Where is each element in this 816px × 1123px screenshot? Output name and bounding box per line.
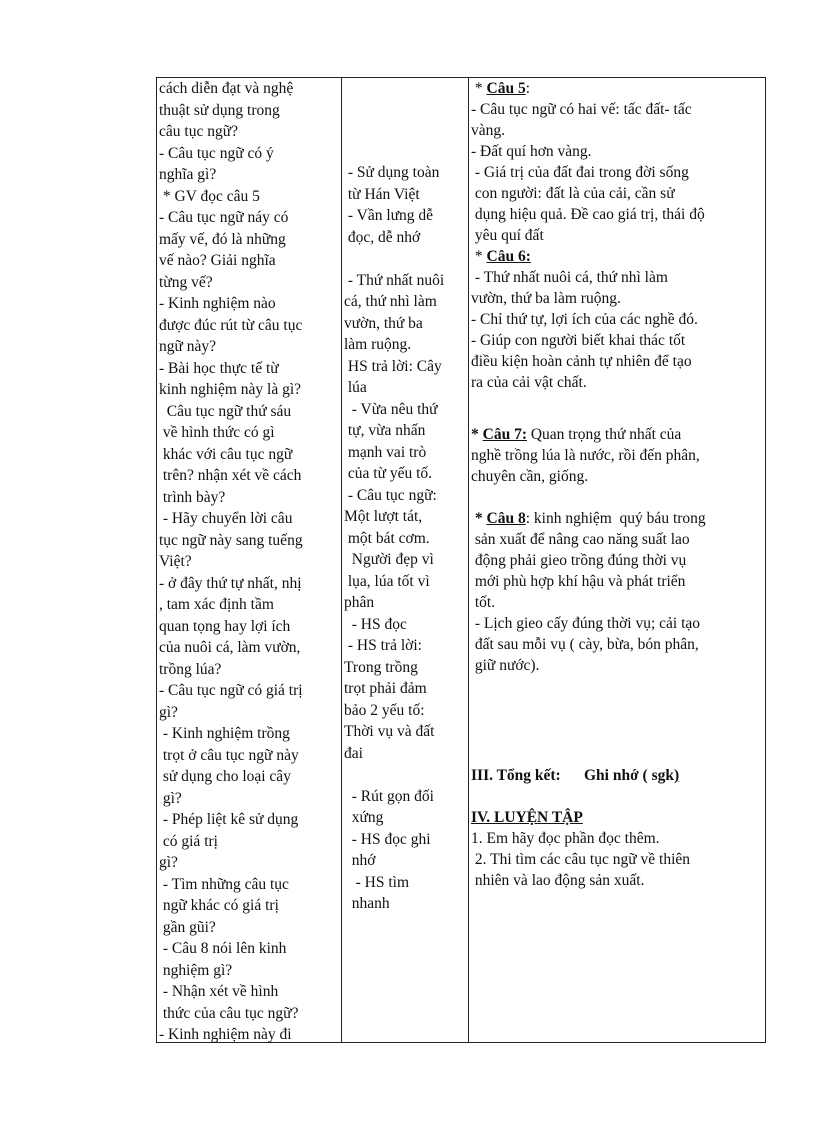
text-line: - HS đọc (344, 615, 407, 633)
text-line: bảo 2 yếu tố: (344, 701, 425, 719)
text-line: - Giá trị của đất đai trong đời sống (471, 164, 689, 181)
text-line: một bát cơm. (344, 529, 430, 547)
text-line: dụng hiệu quả. Đề cao giá trị, thái độ (471, 206, 705, 223)
column-divider-1 (341, 78, 342, 1042)
text-line: vế nào? Giải nghĩa (159, 252, 276, 269)
text-line: có giá trị (159, 832, 218, 850)
text-line: Việt? (159, 553, 192, 570)
text-line: giữ nước). (471, 657, 540, 674)
text-line: mới phù hợp khí hậu và phát triển (471, 573, 686, 590)
text-line: khác với câu tục ngữ (159, 445, 293, 463)
practice-title: IV. LUYỆN TẬP (471, 809, 583, 826)
text-line: nghĩa gì? (159, 166, 217, 183)
text-line: - Vần lưng dễ (344, 207, 434, 224)
cau7-heading: * Câu 7: Quan trọng thứ nhất của (471, 426, 682, 443)
text-line: - Thứ nhất nuôi cá, thứ nhì làm (471, 269, 668, 286)
text-line: lụa, lúa tốt vì (344, 572, 430, 590)
text-line: trên? nhận xét về cách (159, 467, 302, 484)
text-line: động phải gieo trồng đúng thời vụ (471, 552, 687, 569)
text-line: vườn, thứ ba (344, 314, 423, 332)
text-line: tục ngữ này sang tuếng (159, 531, 303, 549)
text-line: - ở đây thứ tự nhất, nhị (159, 574, 302, 592)
text-line: ra của cải vật chất. (471, 374, 587, 391)
text-line: - HS tìm (344, 873, 410, 891)
text-line: - Câu tục ngữ: (344, 486, 437, 504)
text-line: - Vừa nêu thứ (344, 400, 438, 418)
cau8-label: Câu 8 (486, 510, 526, 527)
text-line: gì? (159, 703, 178, 721)
text-line: trồng lúa? (159, 660, 222, 678)
text-line: trọt ở câu tục ngữ này (159, 746, 299, 764)
summary-note: Ghi nhớ ( sgk (583, 767, 674, 784)
text-line: - Câu tục ngữ có hai vế: tấc đất- tấc (471, 101, 692, 118)
text-line: mạnh vai trò (344, 443, 427, 461)
text-line: cách diễn đạt và nghệ (159, 80, 294, 97)
text-line: sản xuất để nâng cao năng suất lao (471, 531, 690, 548)
text-line: ngữ khác có giá trị (159, 897, 279, 914)
text-line: mấy vế, đó là những (159, 230, 286, 248)
cau6-label: Câu 6: (486, 248, 531, 265)
text-line: Thời vụ và đất (344, 723, 435, 740)
text-line: cá, thứ nhì làm (344, 293, 437, 310)
text-line: vườn, thứ ba làm ruộng. (471, 290, 621, 307)
text-line: - Câu tục ngữ có giá trị (159, 682, 303, 699)
text-line: gần gũi? (159, 918, 216, 936)
text-line: nhiên và lao động sản xuất. (471, 872, 645, 889)
text-line: - Kinh nghiệm này đi (159, 1026, 292, 1043)
summary-title: III. Tổng kết: (471, 767, 561, 784)
summary-section (471, 765, 679, 786)
text-line: tự, vừa nhấn (344, 422, 426, 439)
text-line: Người đẹp vì (344, 551, 434, 568)
text-line: - Câu tục ngữ có ý (159, 144, 274, 162)
text-line: - Lịch gieo cấy đúng thời vụ; cải tạo (471, 615, 701, 632)
text-line: - Tìm những câu tục (159, 875, 289, 893)
text-line: - Rút gọn đối (344, 787, 434, 805)
cau5-heading: * Câu 5: (471, 80, 531, 97)
text-line: sử dụng cho loại cây (159, 768, 291, 785)
text-line: đất sau mỗi vụ ( cày, bừa, bón phân, (471, 636, 699, 653)
text-line: - Bài học thực tế từ (159, 359, 279, 377)
text-line: nghiệm gì? (159, 961, 233, 979)
text-line: - Chỉ thứ tự, lợi ích của các nghề đó. (471, 311, 698, 328)
text-line: - Sử dụng toàn (344, 164, 440, 181)
text-line: của từ yếu tố. (344, 465, 433, 482)
cau7-first-line: Quan trọng thứ nhất của (526, 426, 682, 443)
text-line: câu tục ngữ? (159, 123, 238, 140)
text-line: lúa (344, 379, 367, 396)
text-line: trọt phải đảm (344, 680, 427, 697)
text-line: từ Hán Việt (344, 185, 420, 203)
text-line: gì? (159, 789, 182, 807)
text-line: 2. Thi tìm các câu tục ngữ về thiên (471, 851, 691, 868)
cau8-first-line: : kinh nghiệm quý báu trong (525, 510, 706, 527)
text-line: đai (344, 744, 363, 762)
text-line: - Thứ nhất nuôi (344, 271, 445, 289)
text-line: - Câu 8 nói lên kinh (159, 940, 287, 957)
text-line: 1. Em hãy đọc phần đọc thêm. (471, 830, 660, 847)
cau5-label: Câu 5 (486, 80, 526, 97)
cau6-heading: * Câu 6: (471, 248, 531, 265)
text-line: - HS đọc ghi (344, 830, 431, 848)
text-line: ngữ này? (159, 338, 217, 355)
text-line: HS trả lời: Cây (344, 357, 442, 375)
text-line: Trong trồng (344, 658, 418, 676)
text-line: vàng. (471, 122, 506, 139)
text-line: - Hãy chuyển lời câu (159, 510, 293, 527)
text-line: tốt. (471, 594, 496, 611)
text-line: - Câu tục ngữ náy có (159, 209, 289, 226)
text-line: - Nhận xét về hình (159, 983, 279, 1000)
text-line: trình bày? (159, 488, 226, 506)
text-line: phân (344, 594, 375, 611)
text-line: thuật sử dụng trong (159, 101, 280, 119)
text-line: - Kinh nghiệm nào (159, 295, 276, 312)
text-line: - Đất quí hơn vàng. (471, 143, 592, 160)
text-line: yêu quí đất (471, 227, 544, 244)
text-line: của nuôi cá, làm vườn, (159, 639, 301, 656)
text-line: - Phép liệt kê sử dụng (159, 811, 299, 828)
text-line: nhớ (344, 852, 376, 869)
summary-note-close: ) (673, 767, 680, 784)
cau7-label: Câu 7: (482, 426, 527, 443)
text-line: kinh nghiệm này là gì? (159, 381, 302, 398)
text-line: gì? (159, 854, 178, 871)
text-line: điều kiện hoàn cảnh tự nhiên để tạo (471, 353, 692, 370)
cau8-heading: * Câu 8: kinh nghiệm quý báu trong (471, 510, 706, 527)
text-line: - Kinh nghiệm trồng (159, 725, 290, 742)
text-line: - HS trả lời: (344, 637, 422, 654)
text-line: về hình thức có gì (159, 424, 275, 441)
lesson-table (156, 77, 766, 1043)
text-line: - Giúp con người biết khai thác tốt (471, 332, 686, 349)
text-line: nghề trồng lúa là nước, rồi đến phân, (471, 447, 700, 464)
text-line: chuyên cần, giống. (471, 468, 589, 485)
text-line: quan tọng hay lợi ích (159, 617, 291, 635)
text-line: nhanh (344, 895, 390, 912)
text-line: Câu tục ngữ thứ sáu (159, 402, 292, 420)
text-line: được đúc rút từ câu tục (159, 316, 303, 334)
text-line: thức của câu tục ngữ? (159, 1004, 299, 1022)
column-divider-2 (468, 78, 469, 1042)
text-line: từng vế? (159, 273, 213, 291)
text-line: , tam xác định tầm (159, 596, 274, 613)
text-line: * GV đọc câu 5 (159, 187, 260, 205)
text-line: Một lượt tát, (344, 508, 423, 525)
text-line: đọc, dễ nhớ (344, 228, 421, 246)
text-line: con người: đất là của cải, cần sử (471, 185, 675, 202)
text-line: làm ruộng. (344, 336, 412, 353)
text-line: xứng (344, 809, 384, 826)
